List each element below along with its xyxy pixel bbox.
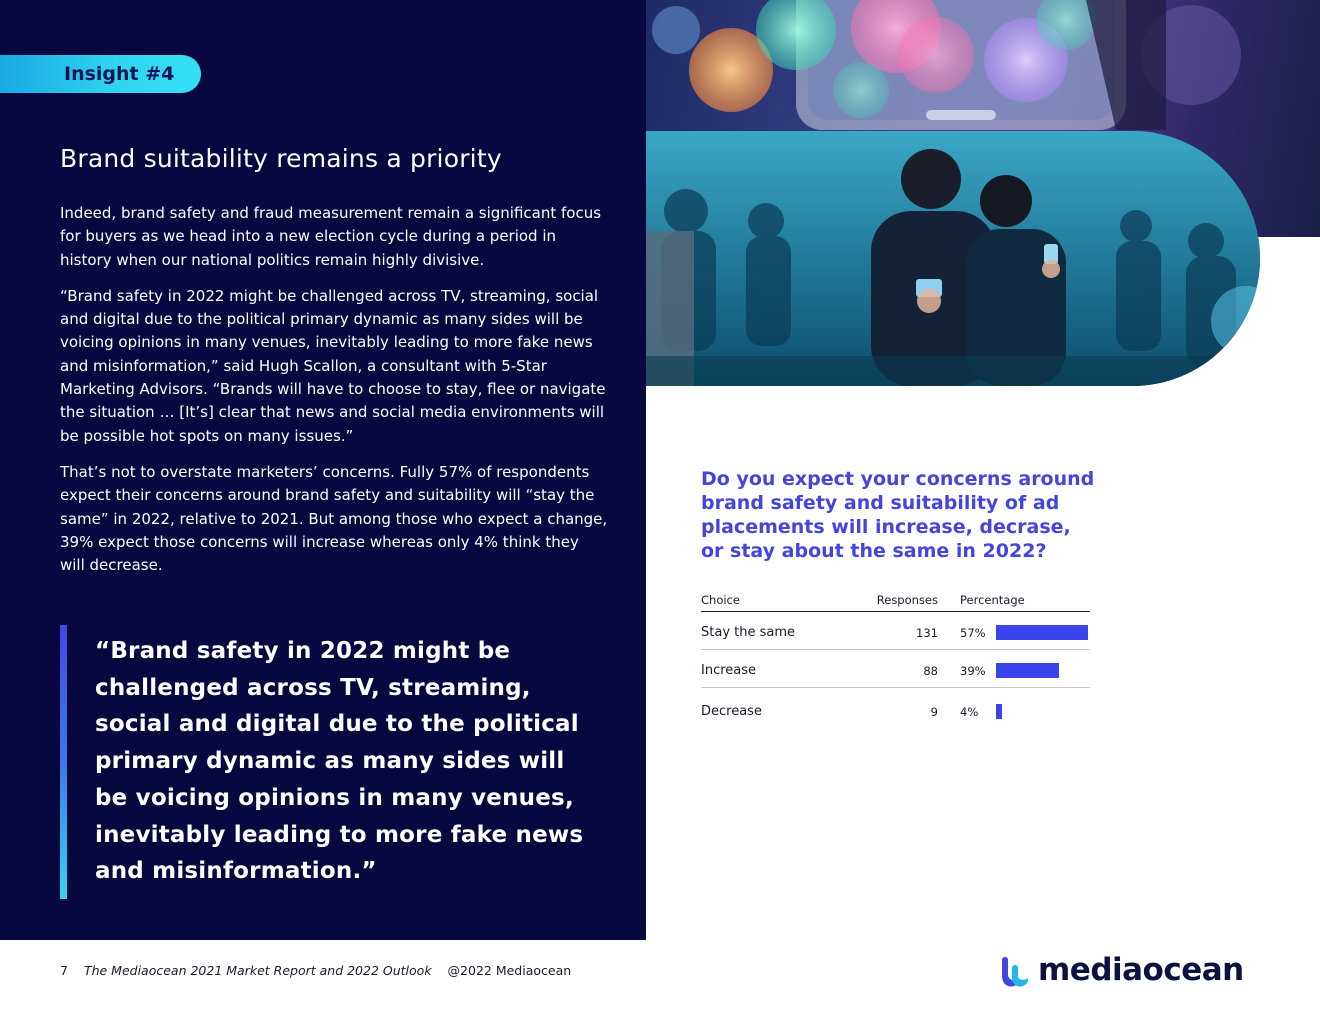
bar-track [996,704,1088,719]
row-responses: 9 [930,705,938,719]
header-choice: Choice [701,593,740,607]
insight-badge [0,55,201,93]
crowd-phones-photo [646,131,1260,386]
bar-stay-the-same [996,625,1088,640]
insight-label: Insight #4 [64,63,175,85]
logo-wordmark: mediaocean [1038,952,1244,988]
body-text [60,202,608,590]
body-paragraph: That’s not to overstate marketers’ concerns. Fully 57% of respondents expect their concerns around brand safety and suitability will “stay the same” in 2022, relative to 2021. But among those who expect a change, 39% expect those concerns will increase whereas only 4% think they will decrease. [60,462,608,575]
row-choice: Decrease [701,704,762,719]
bar-decrease [996,704,1002,719]
row-percentage: 57% [960,626,986,640]
footer [60,963,571,978]
body-paragraph: “Brand safety in 2022 might be challenged across TV, streaming, social and digital due to the political primary dynamic as many sides will be voicing opinions in many venues, inevitably leading to more fake news and misinformation,” said Hugh Scallon, a consultant with 5-Star Marketing Advisors. “Brands will have to choose to stay, flee or navigate the situation … [It’s] clear that news and social media environments will be possible hot spots on many issues.” [60,286,606,445]
mediaocean-logo [998,952,1268,992]
table-row [701,691,1090,729]
bar-increase [996,663,1059,678]
row-choice: Increase [701,663,757,678]
row-percentage: 4% [960,705,979,719]
page-headline: Brand suitability remains a priority [60,144,502,173]
header-percentage: Percentage [960,593,1025,607]
logo-wave-icon [998,954,1038,990]
page-number: 7 [60,963,68,978]
copyright: @2022 Mediaocean [447,963,572,978]
row-responses: 88 [923,664,938,678]
row-choice: Stay the same [701,625,796,640]
row-responses: 131 [916,626,938,640]
body-paragraph: Indeed, brand safety and fraud measurement remain a significant focus for buyers as we head into a new election cycle during a period in history when our national politics remain highly divisive. [60,204,602,269]
bar-track [996,625,1088,640]
table-row [701,612,1090,650]
quote-accent-bar [60,625,67,899]
report-title: The Mediaocean 2021 Market Report and 2022 Outlook [83,963,432,978]
left-panel [0,0,646,940]
row-percentage: 39% [960,664,986,678]
bar-track [996,663,1088,678]
header-responses: Responses [876,593,938,607]
survey-question: Do you expect your concerns around brand safety and suitability of ad placements will increase, decrase, or stay about the same in 2022? [701,468,1095,562]
table-header-row [701,590,1090,612]
pull-quote: “Brand safety in 2022 might be challenged across TV, streaming, social and digital due to the political primary dynamic as many sides will be voicing opinions in many venues, inevitably leading to more fake news and misinformation.” [95,638,584,885]
table-row [701,650,1090,688]
